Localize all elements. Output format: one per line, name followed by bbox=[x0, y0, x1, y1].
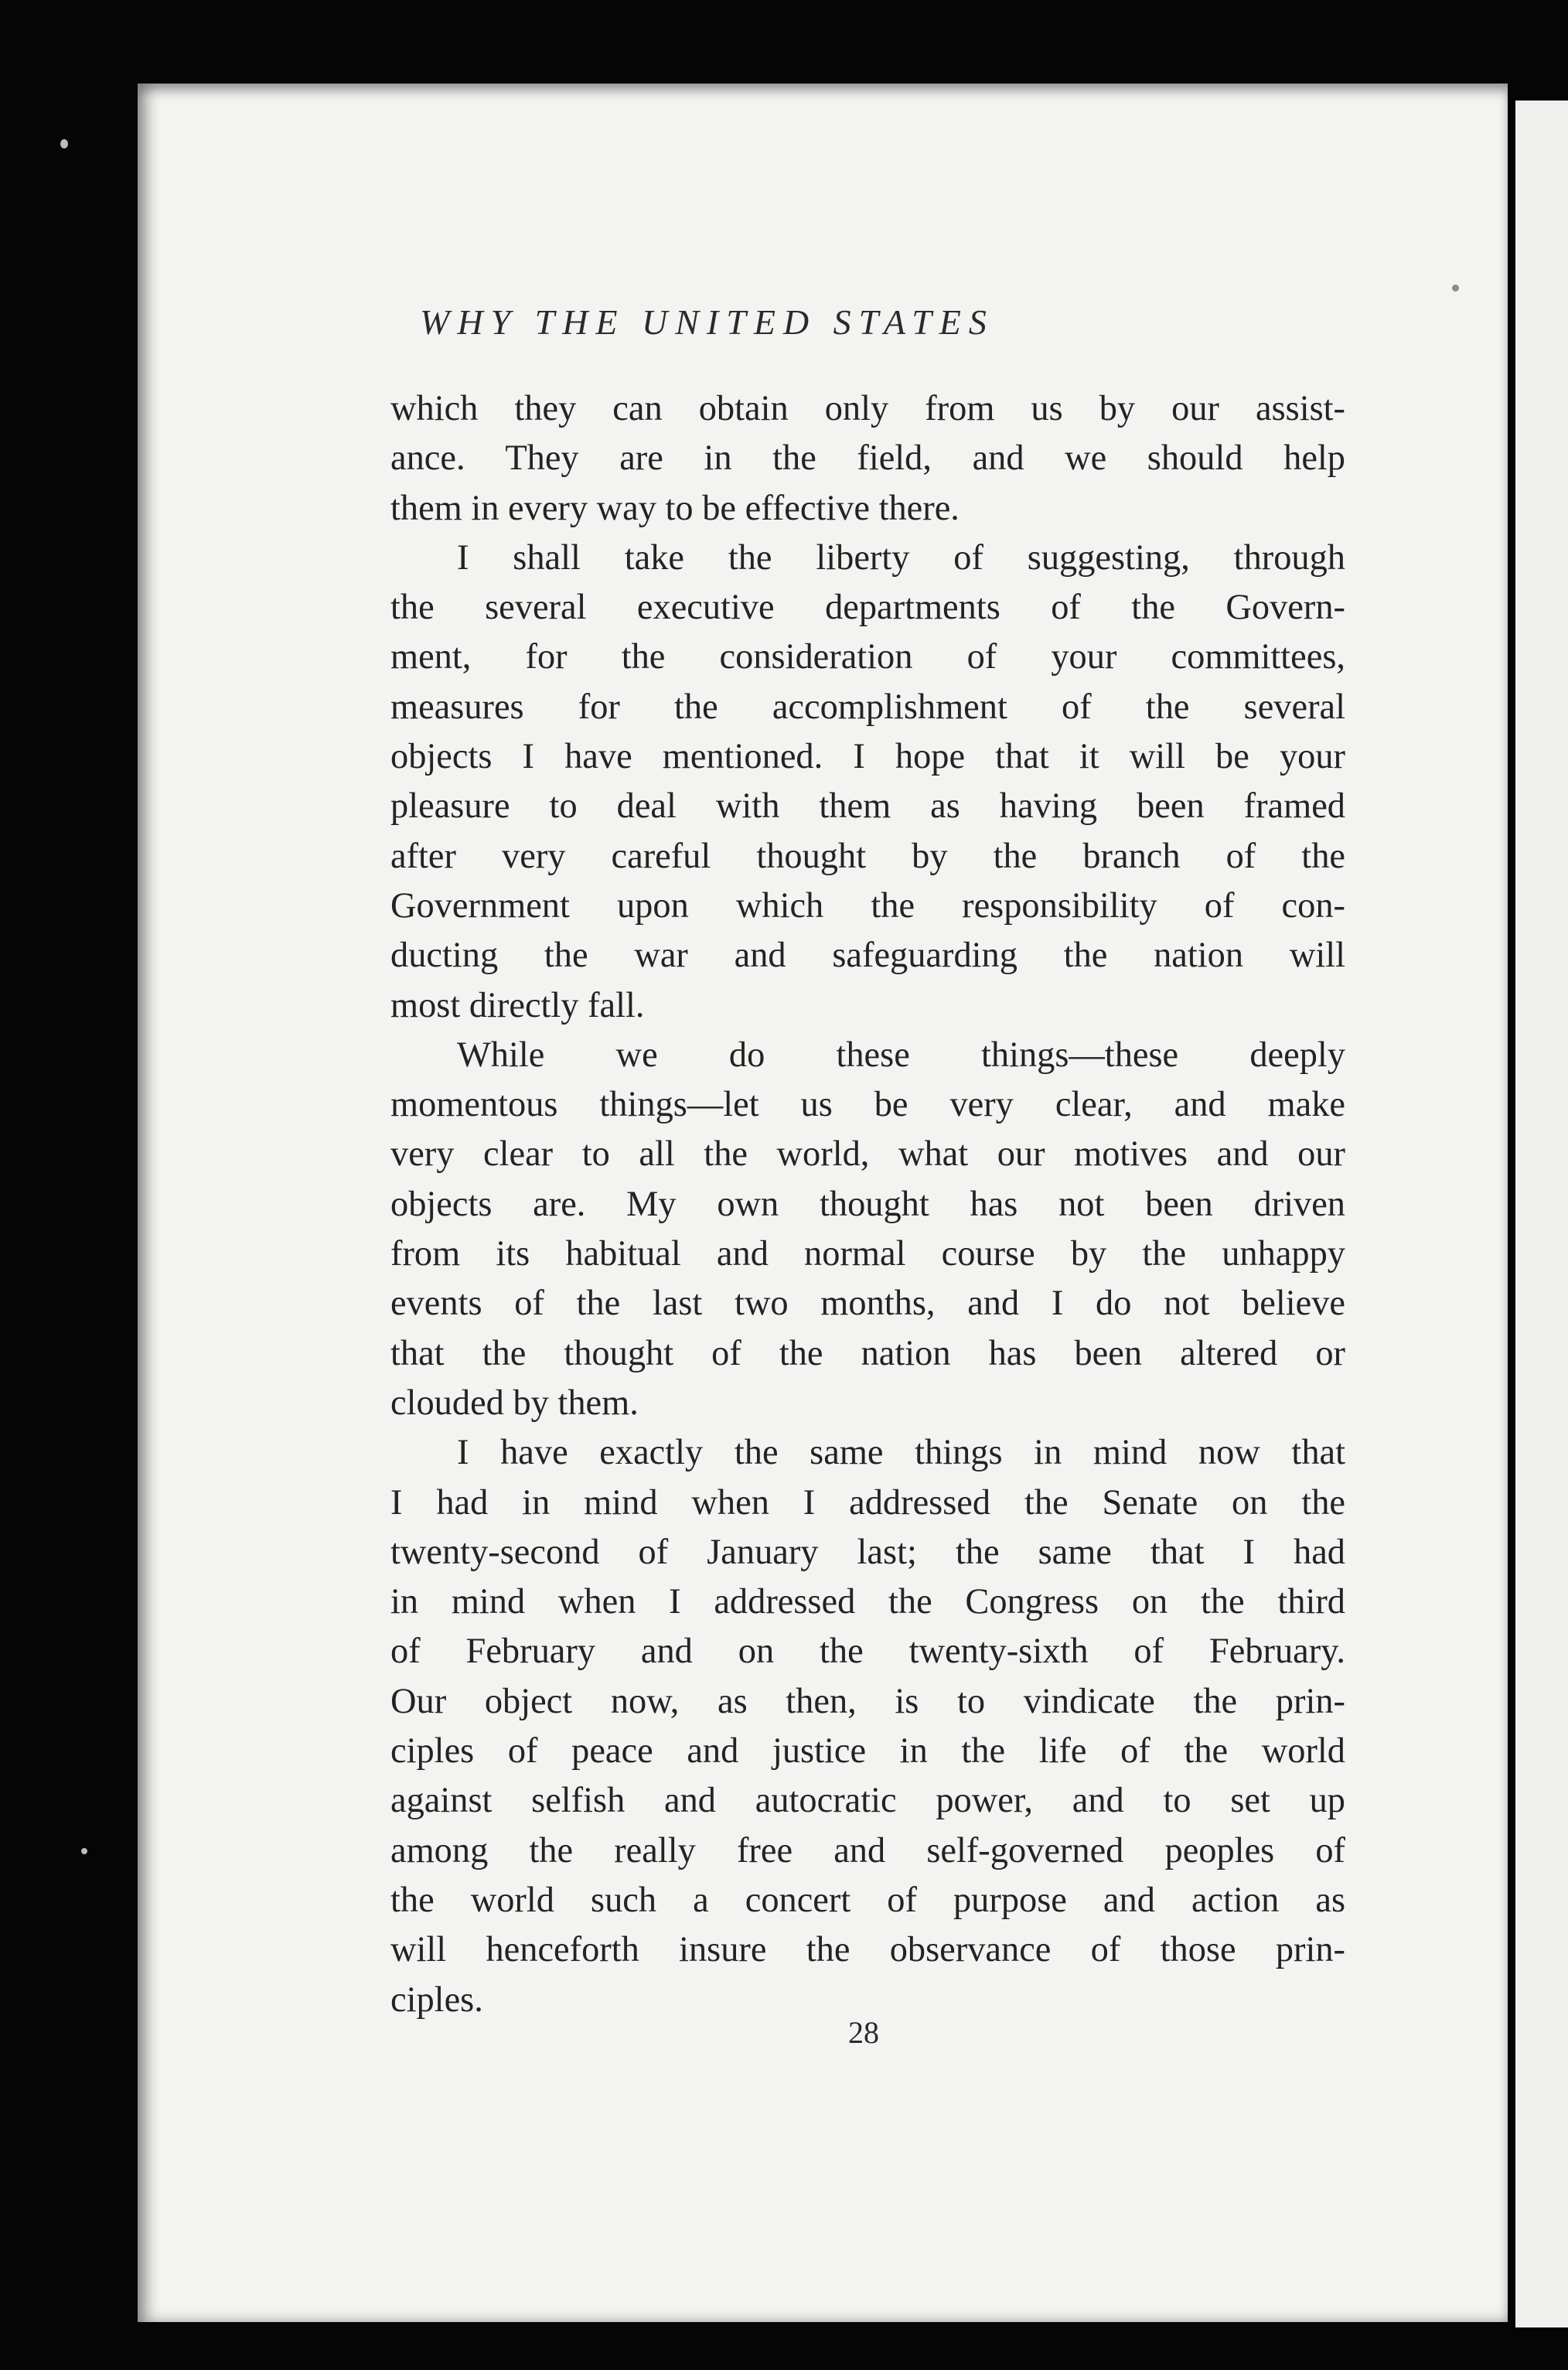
text-line: very clear to all the world, what our motives and our bbox=[390, 1134, 1345, 1175]
text-line: ciples of peace and justice in the life of the world bbox=[390, 1731, 1345, 1772]
text-line: Government upon which the responsibility of con- bbox=[390, 885, 1345, 926]
text-line: Our object now, as then, is to vindicate the prin- bbox=[390, 1681, 1345, 1721]
text-line: I had in mind when I addressed the Senate on the bbox=[390, 1482, 1345, 1523]
paragraph bbox=[390, 384, 1345, 534]
text-line: events of the last two months, and I do not believe bbox=[390, 1284, 1345, 1324]
text-line: that the thought of the nation has been altered or bbox=[390, 1333, 1345, 1373]
text-line: twenty-second of January last; the same that I had bbox=[390, 1532, 1345, 1572]
paragraph bbox=[390, 1428, 1345, 2025]
text-line: pleasure to deal with them as having been framed bbox=[390, 786, 1345, 827]
body-text bbox=[390, 384, 1345, 2025]
scan-speck bbox=[81, 1848, 87, 1854]
text-line: them in every way to be effective there. bbox=[390, 488, 960, 528]
text-line: measures for the accomplishment of the several bbox=[390, 687, 1345, 727]
adjacent-page-edge bbox=[1515, 101, 1568, 2327]
text-line: after very careful thought by the branch of the bbox=[390, 836, 1345, 876]
scan-speck bbox=[1452, 285, 1459, 292]
text-line: objects are. My own thought has not been driven bbox=[390, 1184, 1345, 1224]
text-line: among the really free and self-governed peoples of bbox=[390, 1830, 1345, 1870]
text-line: in mind when I addressed the Congress on the third bbox=[390, 1582, 1345, 1622]
page-number: 28 bbox=[848, 2015, 879, 2050]
paragraph bbox=[390, 1031, 1345, 1428]
text-line: I shall take the liberty of suggesting, through bbox=[457, 537, 1345, 578]
text-line: ment, for the consideration of your committees, bbox=[390, 637, 1345, 677]
text-line: most directly fall. bbox=[390, 985, 645, 1025]
text-line: I have exactly the same things in mind now that bbox=[457, 1433, 1345, 1473]
text-line: the world such a concert of purpose and action as bbox=[390, 1880, 1345, 1920]
text-line: clouded by them. bbox=[390, 1383, 639, 1423]
text-line: While we do these things—these deeply bbox=[457, 1035, 1345, 1075]
text-line: objects I have mentioned. I hope that it will be your bbox=[390, 737, 1345, 777]
text-line: the several executive departments of the Govern- bbox=[390, 588, 1345, 628]
text-line: against selfish and autocratic power, and to set up bbox=[390, 1781, 1345, 1821]
scan-speck bbox=[60, 139, 68, 148]
running-head: WHY THE UNITED STATES bbox=[420, 302, 994, 342]
text-line: ducting the war and safeguarding the nation will bbox=[390, 936, 1345, 976]
text-line: ciples. bbox=[390, 1980, 483, 2020]
text-line: will henceforth insure the observance of those prin- bbox=[390, 1930, 1345, 1970]
text-line: of February and on the twenty-sixth of February. bbox=[390, 1632, 1345, 1672]
text-line: ance. They are in the field, and we should help bbox=[390, 438, 1345, 479]
paragraph bbox=[390, 534, 1345, 1031]
text-line: from its habitual and normal course by the unhappy bbox=[390, 1234, 1345, 1274]
text-line: momentous things—let us be very clear, and make bbox=[390, 1085, 1345, 1125]
text-line: which they can obtain only from us by our assist- bbox=[390, 389, 1345, 428]
